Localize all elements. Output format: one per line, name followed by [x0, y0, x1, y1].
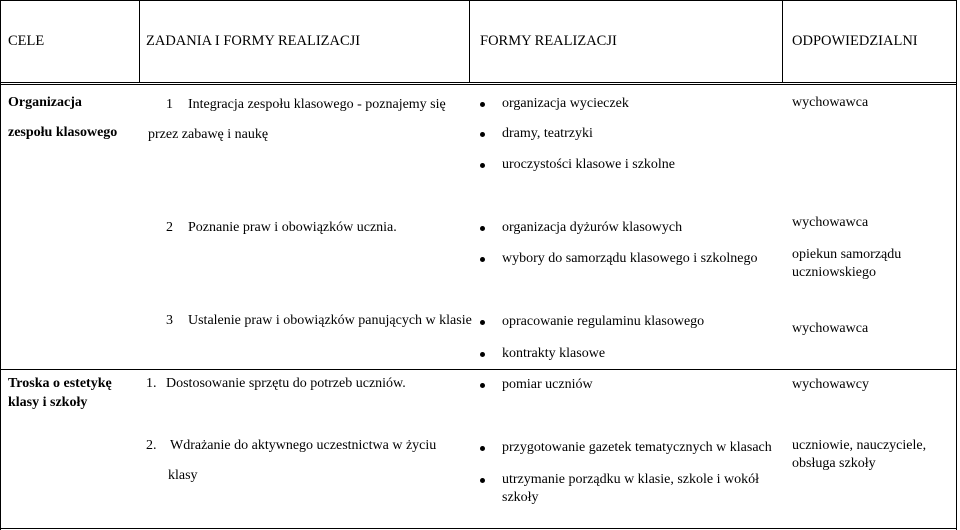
responsible-text: uczniowskiego	[792, 265, 876, 280]
form-item: opracowanie regulaminu klasowego	[502, 314, 705, 329]
bullet-icon	[480, 163, 485, 168]
column-divider	[139, 0, 140, 82]
responsible-text: wychowawca	[792, 321, 869, 336]
responsible-text: wychowawca	[792, 95, 869, 110]
bullet-icon	[480, 132, 485, 137]
task-number: 1	[166, 97, 173, 112]
column-divider	[469, 0, 470, 82]
form-item: dramy, teatrzyki	[502, 126, 593, 141]
responsible-text: wychowawca	[792, 215, 869, 230]
form-item: wybory do samorządu klasowego i szkolnego	[502, 251, 758, 266]
task-text: Dostosowanie sprzętu do potrzeb uczniów.	[166, 376, 406, 391]
header-bottom-border	[0, 82, 957, 83]
goal-label: Organizacja	[8, 95, 82, 110]
form-item: organizacja wycieczek	[502, 96, 629, 111]
table-border-left	[0, 0, 1, 530]
bullet-icon	[480, 257, 485, 262]
form-item: kontrakty klasowe	[502, 346, 606, 361]
task-number: 1.	[146, 376, 157, 391]
header-odpowiedzialni: ODPOWIEDZIALNI	[792, 33, 918, 49]
section-divider	[0, 369, 957, 370]
form-item: utrzymanie porządku w klasie, szkole i wokół	[502, 472, 759, 487]
task-text: klasy	[168, 468, 198, 483]
table-border-right	[956, 0, 957, 530]
task-number: 2.	[146, 438, 157, 453]
responsible-text: obsługa szkoły	[792, 456, 876, 471]
bullet-icon	[480, 352, 485, 357]
responsible-text: wychowawcy	[792, 377, 869, 392]
form-item: uroczystości klasowe i szkolne	[502, 157, 676, 172]
bullet-icon	[480, 446, 485, 451]
goal-label: klasy i szkoły	[8, 395, 88, 410]
form-item: szkoły	[502, 490, 539, 505]
table-border-top	[0, 0, 957, 1]
task-text: Wdrażanie do aktywnego uczestnictwa w życiu	[170, 438, 437, 453]
task-text: Poznanie praw i obowiązków ucznia.	[188, 220, 397, 235]
bullet-icon	[480, 478, 485, 483]
bullet-icon	[480, 102, 485, 107]
responsible-text: uczniowie, nauczyciele,	[792, 438, 927, 453]
task-text: przez zabawę i naukę	[148, 127, 269, 142]
header-formy: FORMY REALIZACJI	[480, 33, 617, 49]
responsible-text: opiekun samorządu	[792, 247, 902, 262]
form-item: przygotowanie gazetek tematycznych w klasach	[502, 440, 772, 455]
goal-label: Troska o estetykę	[8, 376, 112, 391]
task-number: 3	[166, 313, 173, 328]
form-item: pomiar uczniów	[502, 377, 593, 392]
task-text: Ustalenie praw i obowiązków panujących w klasie	[188, 313, 472, 328]
bullet-icon	[480, 320, 485, 325]
bullet-icon	[480, 383, 485, 388]
header-cele: CELE	[8, 33, 45, 49]
header-bottom-border	[0, 84, 957, 85]
header-zadania: ZADANIA I FORMY REALIZACJI	[146, 33, 361, 49]
task-number: 2	[166, 220, 173, 235]
bullet-icon	[480, 226, 485, 231]
task-text: Integracja zespołu klasowego - poznajemy się	[188, 97, 446, 112]
column-divider	[782, 0, 783, 82]
goal-label: zespołu klasowego	[8, 125, 118, 140]
table-border-bottom	[0, 528, 957, 529]
form-item: organizacja dyżurów klasowych	[502, 220, 683, 235]
